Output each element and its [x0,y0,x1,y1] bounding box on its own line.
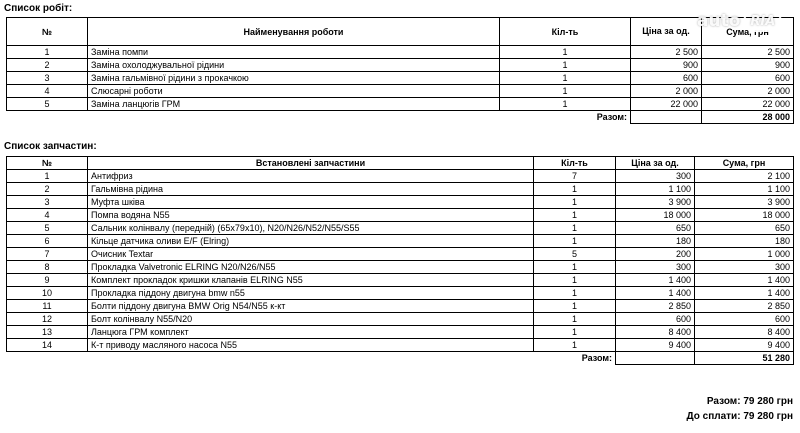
parts-row [7,248,794,261]
parts-total-value: 51 280 [695,352,794,365]
parts-cell-price: 200 [616,248,695,261]
works-row [7,46,794,59]
works-header-price: Ціна за од. [631,18,702,46]
works-header-name: Найменування роботи [88,18,500,46]
parts-cell-name: Ланцюга ГРМ комплект [88,326,534,339]
works-cell-sum: 22 000 [702,98,794,111]
works-cell-number: 2 [7,59,88,72]
parts-header-qty: Кіл-ть [534,157,616,170]
works-cell-number: 3 [7,72,88,85]
parts-cell-qty: 1 [534,274,616,287]
parts-cell-sum: 1 400 [695,287,794,300]
works-cell-number: 4 [7,85,88,98]
parts-cell-qty: 1 [534,313,616,326]
parts-cell-name: Гальмівна рідина [88,183,534,196]
works-cell-price: 2 500 [631,46,702,59]
parts-cell-sum: 650 [695,222,794,235]
parts-cell-qty: 1 [534,339,616,352]
parts-cell-price: 2 850 [616,300,695,313]
works-cell-price: 22 000 [631,98,702,111]
parts-cell-number: 6 [7,235,88,248]
works-title: Список робіт: [4,3,73,14]
parts-cell-sum: 2 850 [695,300,794,313]
parts-cell-qty: 1 [534,300,616,313]
parts-cell-number: 7 [7,248,88,261]
parts-cell-sum: 9 400 [695,339,794,352]
parts-row [7,326,794,339]
grand-total: Разом: 79 280 грн [706,396,793,407]
works-cell-name: Слюсарні роботи [88,85,500,98]
works-cell-name: Заміна ланцюгів ГРМ [88,98,500,111]
parts-row [7,313,794,326]
parts-cell-price: 8 400 [616,326,695,339]
parts-cell-price: 1 100 [616,183,695,196]
parts-cell-price: 650 [616,222,695,235]
parts-cell-price: 1 400 [616,274,695,287]
parts-cell-sum: 1 100 [695,183,794,196]
works-table [6,17,794,124]
parts-header-row [7,157,794,170]
parts-header-sum: Сума, грн [695,157,794,170]
parts-cell-price: 18 000 [616,209,695,222]
works-header-qty: Кіл-ть [500,18,631,46]
parts-cell-number: 11 [7,300,88,313]
parts-row [7,235,794,248]
works-cell-price: 600 [631,72,702,85]
parts-cell-qty: 5 [534,248,616,261]
parts-cell-price: 1 400 [616,287,695,300]
parts-cell-sum: 18 000 [695,209,794,222]
parts-cell-qty: 1 [534,235,616,248]
parts-cell-number: 12 [7,313,88,326]
parts-cell-qty: 7 [534,170,616,183]
parts-cell-number: 1 [7,170,88,183]
parts-cell-name: Болт колінвалу N55/N20 [88,313,534,326]
parts-cell-name: Прокладка Valvetronic ELRING N20/N26/N55 [88,261,534,274]
parts-cell-number: 8 [7,261,88,274]
parts-table [6,156,794,365]
works-total-value: 28 000 [702,111,794,124]
parts-cell-qty: 1 [534,261,616,274]
parts-row [7,170,794,183]
parts-cell-sum: 300 [695,261,794,274]
parts-cell-qty: 1 [534,196,616,209]
parts-cell-name: Комплект прокладок кришки клапанів ELRING N55 [88,274,534,287]
parts-cell-number: 13 [7,326,88,339]
parts-cell-sum: 8 400 [695,326,794,339]
parts-row [7,339,794,352]
works-cell-qty: 1 [500,72,631,85]
parts-cell-number: 2 [7,183,88,196]
parts-cell-price: 300 [616,261,695,274]
parts-cell-name: Помпа водяна N55 [88,209,534,222]
parts-cell-qty: 1 [534,222,616,235]
parts-cell-number: 9 [7,274,88,287]
parts-cell-number: 3 [7,196,88,209]
parts-cell-number: 4 [7,209,88,222]
parts-cell-sum: 180 [695,235,794,248]
parts-row [7,274,794,287]
works-cell-qty: 1 [500,46,631,59]
amount-to-pay: До сплати: 79 280 грн [686,411,793,422]
parts-cell-name: Прокладка піддону двигуна bmw n55 [88,287,534,300]
parts-cell-name: Кільце датчика оливи E/F (Elring) [88,235,534,248]
watermark-badge: RIA [743,11,782,32]
works-header-sum: Сума, грн [702,18,794,46]
parts-header-price: Ціна за од. [616,157,695,170]
parts-row [7,196,794,209]
parts-cell-qty: 1 [534,287,616,300]
works-cell-price: 900 [631,59,702,72]
works-row [7,98,794,111]
works-cell-qty: 1 [500,85,631,98]
parts-row [7,300,794,313]
autoria-watermark-logo [697,8,793,34]
works-row [7,59,794,72]
parts-cell-qty: 1 [534,326,616,339]
parts-title: Список запчастин: [4,141,97,152]
parts-cell-number: 14 [7,339,88,352]
parts-row [7,183,794,196]
parts-row [7,287,794,300]
parts-cell-price: 9 400 [616,339,695,352]
parts-cell-name: Болти піддону двигуна BMW Orig N54/N55 к-кт [88,300,534,313]
works-cell-number: 5 [7,98,88,111]
parts-cell-name: К-т приводу масляного насоса N55 [88,339,534,352]
works-cell-number: 1 [7,46,88,59]
works-cell-name: Заміна помпи [88,46,500,59]
parts-cell-price: 180 [616,235,695,248]
parts-cell-name: Антифриз [88,170,534,183]
works-header-number: № [7,18,88,46]
parts-header-number: № [7,157,88,170]
parts-cell-qty: 1 [534,183,616,196]
parts-cell-name: Сальник колінвалу (передній) (65x79x10), N20/N26/N52/N55/S55 [88,222,534,235]
parts-cell-sum: 3 900 [695,196,794,209]
works-row [7,85,794,98]
parts-cell-price: 600 [616,313,695,326]
works-cell-sum: 2 000 [702,85,794,98]
works-header-row [7,18,794,46]
parts-row [7,261,794,274]
parts-cell-sum: 1 400 [695,274,794,287]
parts-row [7,222,794,235]
works-cell-qty: 1 [500,59,631,72]
parts-cell-number: 5 [7,222,88,235]
works-cell-qty: 1 [500,98,631,111]
works-total-row [7,111,794,124]
parts-cell-name: Очисник Textar [88,248,534,261]
parts-row [7,209,794,222]
parts-cell-sum: 600 [695,313,794,326]
works-row [7,72,794,85]
works-cell-price: 2 000 [631,85,702,98]
parts-total-row [7,352,794,365]
parts-cell-name: Муфта шківа [88,196,534,209]
parts-total-label: Разом: [581,353,612,364]
parts-cell-number: 10 [7,287,88,300]
parts-cell-qty: 1 [534,209,616,222]
parts-cell-price: 300 [616,170,695,183]
works-cell-sum: 2 500 [702,46,794,59]
works-cell-name: Заміна гальмівної рідини з прокачкою [88,72,500,85]
watermark-brand: auto [697,11,741,31]
works-cell-sum: 900 [702,59,794,72]
works-cell-name: Заміна охолоджувальної рідини [88,59,500,72]
parts-cell-price: 3 900 [616,196,695,209]
parts-header-name: Встановлені запчастини [88,157,534,170]
works-total-label: Разом: [596,112,627,123]
parts-cell-sum: 2 100 [695,170,794,183]
works-cell-sum: 600 [702,72,794,85]
parts-cell-sum: 1 000 [695,248,794,261]
